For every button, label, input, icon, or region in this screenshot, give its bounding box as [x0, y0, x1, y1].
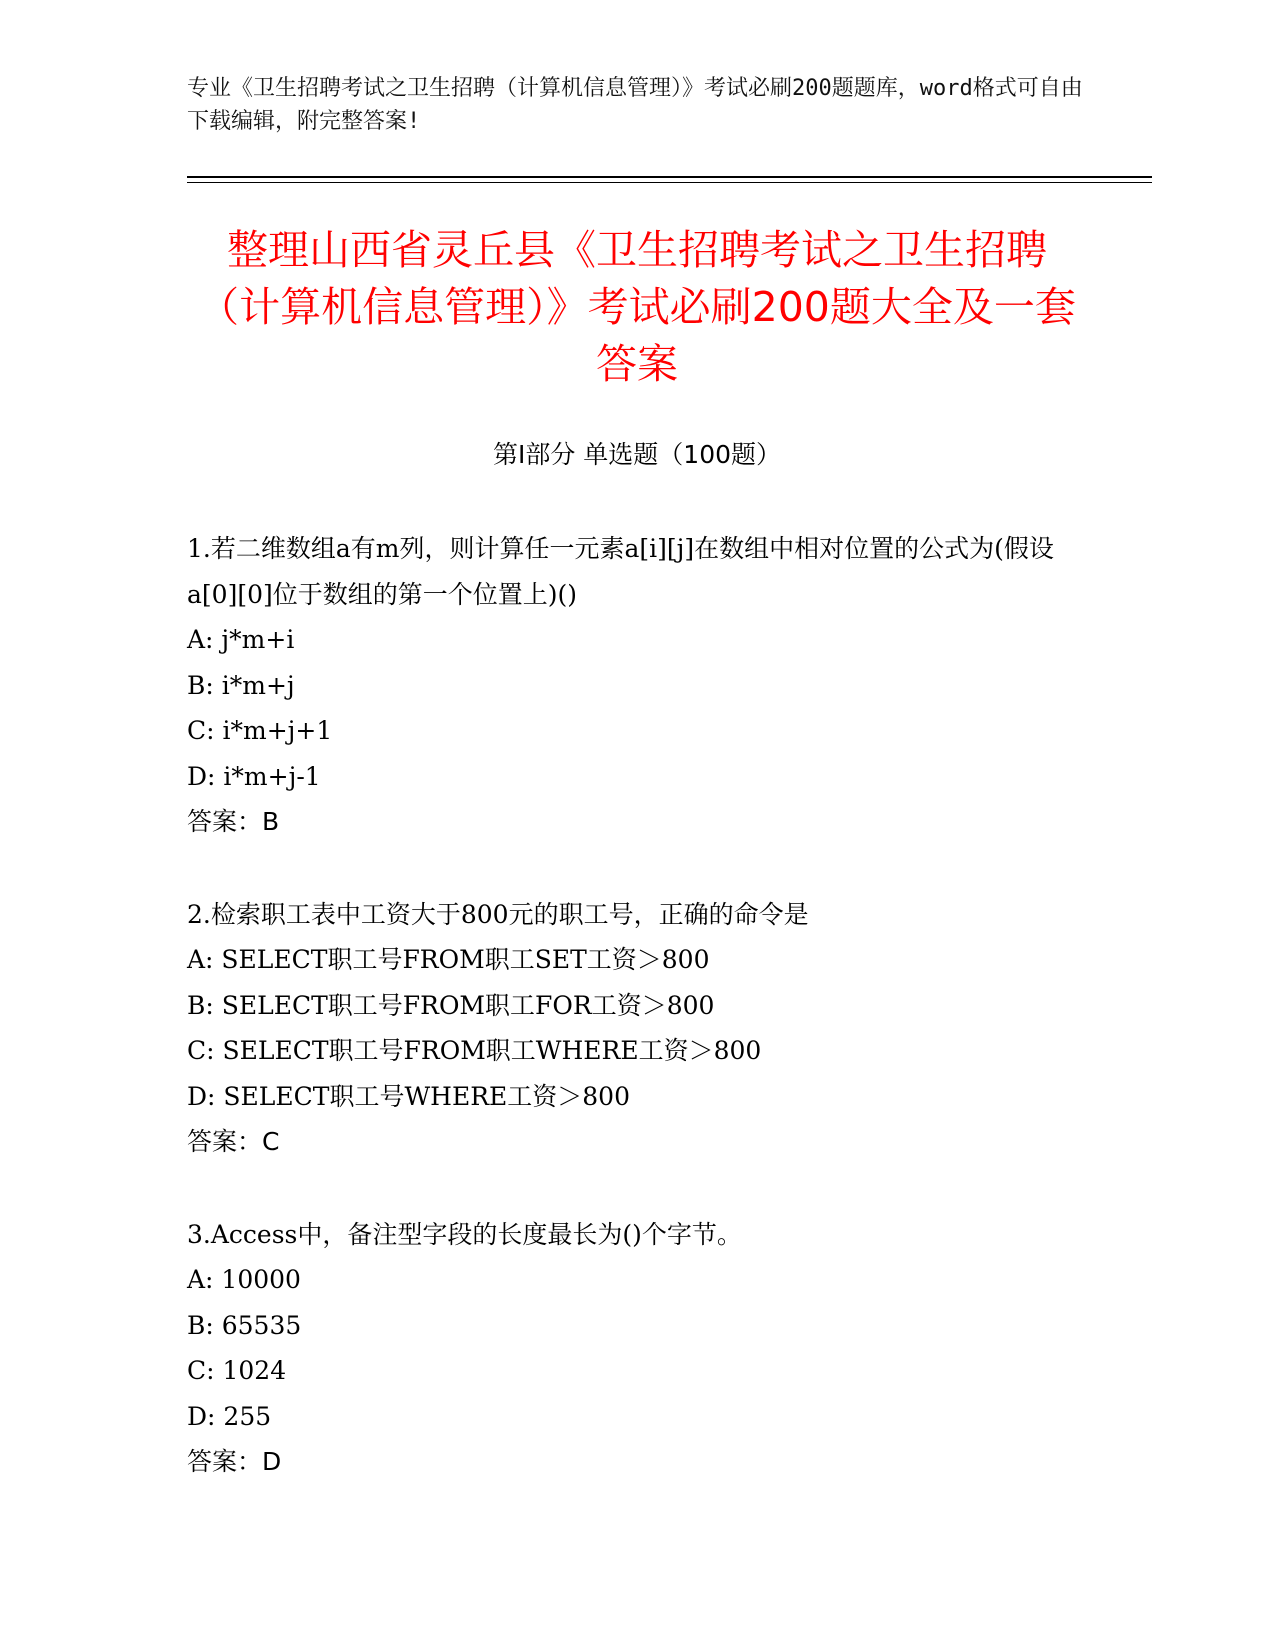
section-heading: 第Ⅰ部分 单选题（100题） — [492, 440, 782, 469]
answer-line: 答案：B — [187, 807, 280, 836]
question-stem: 1.若二维数组a有m列，则计算任一元素a[i][j]在数组中相对位置的公式为(假设a[0][0]位于数组的第一个位置上)() — [187, 534, 1054, 609]
answer-line: 答案：D — [187, 1447, 282, 1476]
option-c: C: SELECT职工号FROM职工WHERE工资＞800 — [187, 1036, 762, 1065]
option-b: B: SELECT职工号FROM职工FOR工资＞800 — [187, 990, 715, 1020]
option-d: D: 255 — [187, 1401, 272, 1431]
question-1 — [187, 526, 1087, 845]
question-stem: 2.检索职工表中工资大于800元的职工号，正确的命令是 — [187, 899, 809, 929]
question-2 — [187, 892, 1087, 1165]
option-c: C: i*m+j+1 — [187, 716, 333, 745]
question-3 — [187, 1212, 1087, 1485]
option-b: B: i*m+j — [187, 670, 295, 700]
question-stem: 3.Access中，备注型字段的长度最长为()个字节。 — [187, 1219, 742, 1249]
answer-line: 答案：C — [187, 1127, 280, 1156]
option-a: A: j*m+i — [187, 625, 295, 654]
intro-text: 专业《卫生招聘考试之卫生招聘（计算机信息管理）》考试必刷200题题库，word格式可自由下载编辑，附完整答案! — [187, 76, 1083, 134]
option-d: D: SELECT职工号WHERE工资＞800 — [187, 1081, 630, 1111]
question-list — [187, 526, 1087, 1532]
option-b: B: 65535 — [187, 1310, 302, 1340]
document-title: 整理山西省灵丘县《卫生招聘考试之卫生招聘（计算机信息管理）》考试必刷200题大全及一套答案 — [198, 226, 1076, 388]
header-divider-thin — [187, 182, 1152, 183]
option-a: A: SELECT职工号FROM职工SET工资＞800 — [187, 945, 710, 974]
option-a: A: 10000 — [187, 1265, 301, 1294]
option-c: C: 1024 — [187, 1356, 287, 1385]
option-d: D: i*m+j-1 — [187, 761, 321, 791]
header-divider — [187, 176, 1152, 178]
